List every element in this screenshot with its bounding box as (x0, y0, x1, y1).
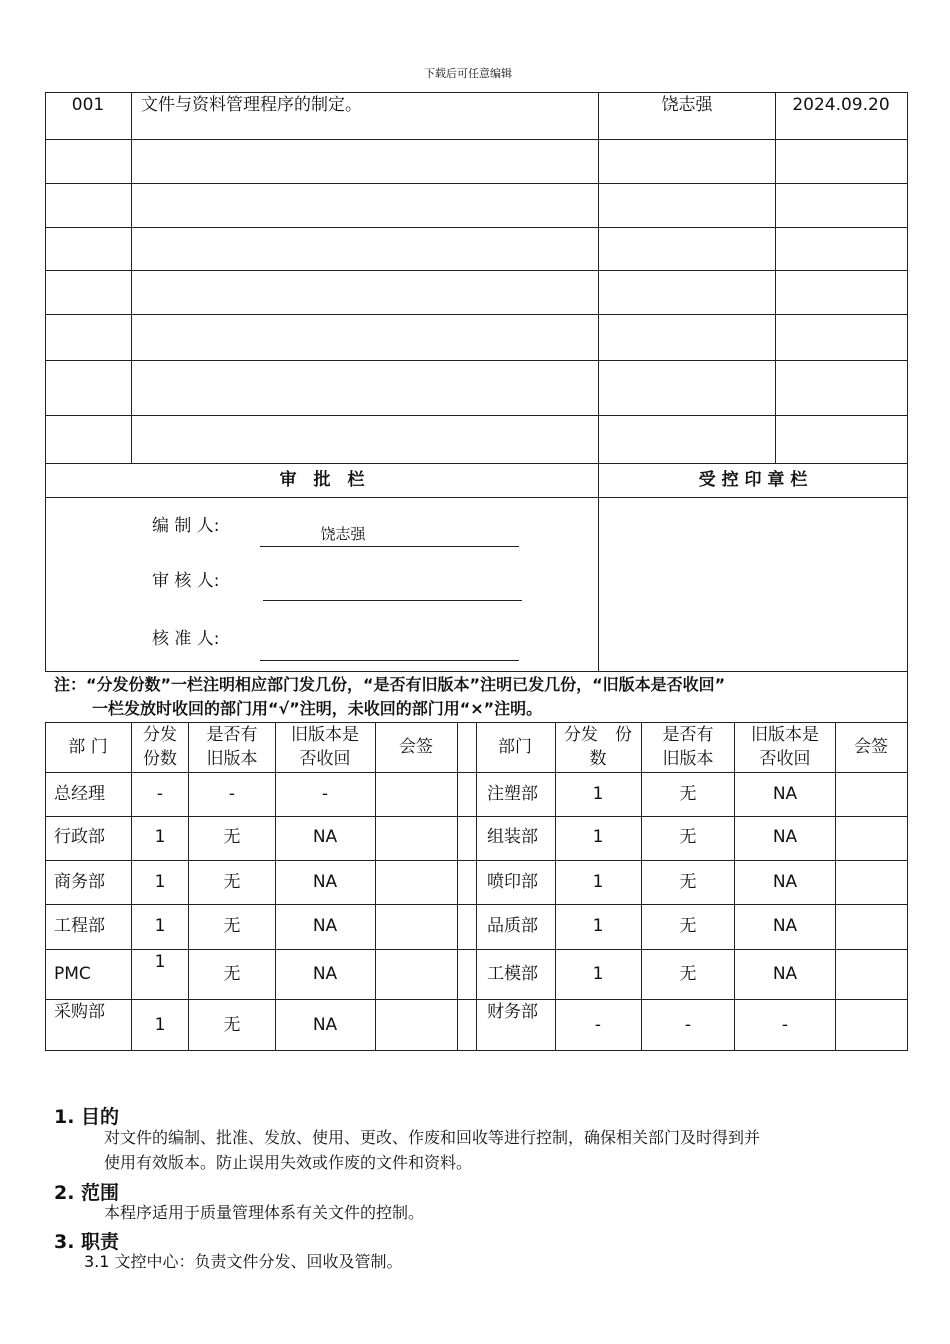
dept-cell: 行政部 (54, 827, 105, 847)
old-version-cell: 无 (679, 784, 697, 804)
old-version-cell: 无 (223, 827, 241, 847)
revision-person: 饶志强 (661, 95, 713, 115)
dept-cell: 工模部 (487, 964, 538, 984)
dept-cell: 品质部 (487, 916, 538, 936)
copies-cell: 1 (592, 964, 604, 984)
section-3-title: 3. 职责 (54, 1231, 120, 1253)
header-sign: 会签 (399, 737, 433, 757)
copies-cell: 1 (592, 872, 604, 892)
old-version-cell: 无 (223, 872, 241, 892)
note-line-2: 一栏发放时收回的部门用“√”注明，未收回的部门用“×”注明。 (92, 699, 543, 718)
approver-label: 核 准 人: (152, 629, 220, 649)
approver-signature-line (260, 660, 519, 661)
dept-cell: PMC (54, 964, 91, 984)
recall-cell: - (781, 1015, 789, 1035)
copies-cell: - (594, 1015, 602, 1035)
compiler-label: 编 制 人: (152, 516, 220, 536)
old-version-cell: 无 (223, 916, 241, 936)
header-recall-right (751, 723, 819, 771)
header-copies-right (564, 723, 632, 771)
header-recall-right-l1: 旧版本是 (751, 725, 819, 745)
header-note: 下载后可任意编辑 (424, 67, 512, 80)
recall-cell: NA (772, 872, 798, 892)
recall-cell: NA (772, 827, 798, 847)
recall-cell: NA (312, 827, 338, 847)
old-version-cell: 无 (679, 872, 697, 892)
revision-content: 文件与资料管理程序的制定。 (141, 95, 362, 115)
dept-cell: 工程部 (54, 916, 105, 936)
old-version-cell: 无 (223, 1015, 241, 1035)
dept-cell: 喷印部 (487, 872, 538, 892)
recall-cell: NA (312, 872, 338, 892)
recall-cell: NA (312, 916, 338, 936)
old-version-cell: 无 (679, 827, 697, 847)
recall-cell: NA (772, 784, 798, 804)
approval-title: 审 批 栏 (279, 470, 365, 490)
section-2-text-line-1: 本程序适用于质量管理体系有关文件的控制。 (104, 1203, 425, 1222)
recall-cell: NA (312, 1015, 338, 1035)
dept-cell: 总经理 (54, 784, 105, 804)
header-copies-l2: 份数 (143, 749, 177, 769)
section-2-title: 2. 范围 (54, 1182, 120, 1204)
compiler-signature-line (260, 546, 519, 547)
old-version-cell: 无 (679, 916, 697, 936)
recall-cell: NA (772, 916, 798, 936)
revision-date: 2024.09.20 (792, 95, 890, 115)
recall-cell: NA (312, 964, 338, 984)
header-old-l1: 是否有 (206, 725, 258, 745)
header-recall-l1: 旧版本是 (291, 725, 359, 745)
old-version-cell: - (228, 784, 236, 804)
dept-cell: 财务部 (487, 1002, 538, 1022)
dept-cell: 采购部 (54, 1002, 105, 1022)
stamp-title: 受 控 印 章 栏 (698, 470, 808, 490)
header-recall-right-l2: 否收回 (759, 749, 811, 769)
old-version-cell: 无 (679, 964, 697, 984)
section-3-text-line-1: 3.1 文控中心：负责文件分发、回收及管制。 (84, 1252, 403, 1271)
recall-cell: - (321, 784, 329, 804)
copies-cell: 1 (592, 916, 604, 936)
header-copies-l1: 分发 (143, 725, 177, 745)
compiler-name: 饶志强 (320, 525, 366, 543)
header-recall-l2: 否收回 (299, 749, 351, 769)
header-copies-right-l1: 分发 份 (564, 725, 632, 745)
reviewer-label: 审 核 人: (152, 571, 220, 591)
header-dept-right: 部门 (498, 737, 532, 757)
copies-cell: 1 (154, 916, 166, 936)
header-copies-right-l2: 数 (589, 749, 607, 769)
copies-cell: 1 (592, 784, 604, 804)
header-dept: 部 门 (68, 737, 108, 757)
copies-cell: 1 (154, 952, 166, 972)
copies-cell: 1 (592, 827, 604, 847)
section-1-text-line-2: 使用有效版本。防止误用失效或作废的文件和资料。 (104, 1153, 473, 1172)
old-version-cell: 无 (223, 964, 241, 984)
header-old-right-l2: 旧版本 (662, 749, 714, 769)
copies-cell: 1 (154, 1015, 166, 1035)
header-old-right-l1: 是否有 (662, 725, 714, 745)
dept-cell: 商务部 (54, 872, 105, 892)
header-copies (143, 723, 177, 771)
header-sign-right: 会签 (854, 737, 888, 757)
header-recall (291, 723, 359, 771)
copies-cell: - (156, 784, 164, 804)
header-old-l2: 旧版本 (206, 749, 258, 769)
dept-cell: 组装部 (487, 827, 538, 847)
old-version-cell: - (684, 1015, 692, 1035)
reviewer-signature-line (263, 600, 522, 601)
note-line-1: 注：“分发份数”一栏注明相应部门发几份，“是否有旧版本”注明已发几份，“旧版本是否收回” (54, 675, 726, 694)
recall-cell: NA (772, 964, 798, 984)
section-1-text-line-1: 对文件的编制、批准、发放、使用、更改、作废和回收等进行控制，确保相关部门及时得到并 (104, 1128, 761, 1147)
copies-cell: 1 (154, 827, 166, 847)
header-old-version-right (663, 723, 714, 771)
section-1-title: 1. 目的 (54, 1106, 120, 1128)
header-old-version (207, 723, 258, 771)
copies-cell: 1 (154, 872, 166, 892)
revision-no: 001 (71, 95, 105, 115)
dept-cell: 注塑部 (487, 784, 538, 804)
